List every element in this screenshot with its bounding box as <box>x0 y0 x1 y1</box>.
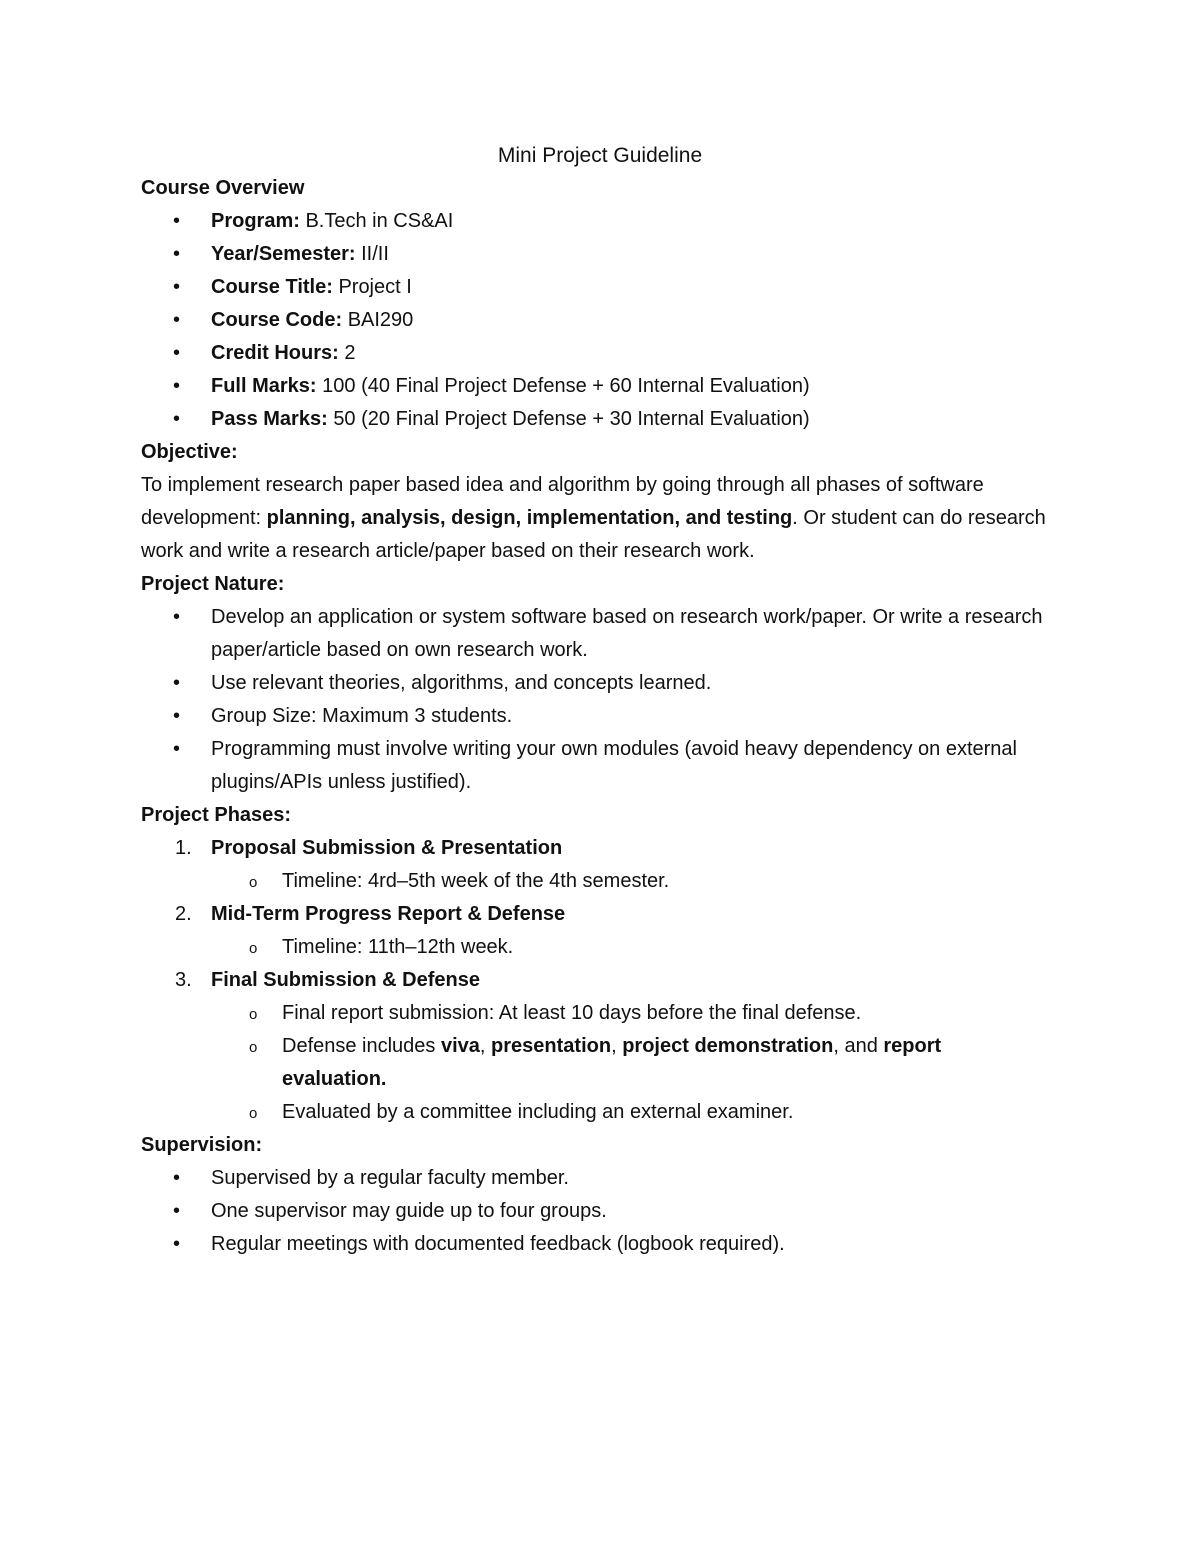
project-nature-heading: Project Nature: <box>141 573 285 595</box>
list-item: • Course Code: BAI290 <box>141 304 1061 337</box>
phase-detail-defense: o Defense includes viva, presentation, project demonstration, and report evaluation. <box>141 1030 1061 1096</box>
list-item: • Group Size: Maximum 3 students. <box>141 700 1061 733</box>
list-item: • Develop an application or system software based on research work/paper. Or write a research paper/article based on own research work. <box>141 601 1061 667</box>
phase-detail: o Timeline: 11th–12th week. <box>141 931 1061 964</box>
phase-title: Mid-Term Progress Report & Defense <box>211 903 566 925</box>
phase-title: Final Submission & Defense <box>211 969 480 991</box>
course-overview-heading: Course Overview <box>141 177 305 199</box>
supervision-list <box>141 1162 1061 1261</box>
list-item: • Year/Semester: II/II <box>141 238 1061 271</box>
document-body <box>141 139 1061 1261</box>
list-item: • Course Title: Project I <box>141 271 1061 304</box>
page-title: Mini Project Guideline <box>497 144 703 167</box>
list-item: • Full Marks: 100 (40 Final Project Defense + 60 Internal Evaluation) <box>141 370 1061 403</box>
phase-detail: o Evaluated by a committee including an external examiner. <box>141 1096 1061 1129</box>
list-item: • Pass Marks: 50 (20 Final Project Defense + 30 Internal Evaluation) <box>141 403 1061 436</box>
phase-number: 1. <box>175 837 192 859</box>
phase-number: 3. <box>175 969 192 991</box>
phase-detail: o Final report submission: At least 10 days before the final defense. <box>141 997 1061 1030</box>
objective-heading: Objective: <box>141 441 238 463</box>
list-item: • Regular meetings with documented feedback (logbook required). <box>141 1228 1061 1261</box>
phase-item <box>141 832 1061 865</box>
project-phases-list <box>141 832 1061 1129</box>
supervision-heading: Supervision: <box>141 1134 263 1156</box>
course-overview-list <box>141 205 1061 436</box>
list-item: • Credit Hours: 2 <box>141 337 1061 370</box>
project-nature-list <box>141 601 1061 799</box>
list-item: • Use relevant theories, algorithms, and concepts learned. <box>141 667 1061 700</box>
objective-paragraph: To implement research paper based idea and algorithm by going through all phases of software development: planning, analysis, design, implementation, and testing. Or student can do research work and write a research article/paper based on their research work. <box>141 474 1046 562</box>
phase-item <box>141 898 1061 931</box>
phase-title: Proposal Submission & Presentation <box>211 837 563 859</box>
list-item: • One supervisor may guide up to four groups. <box>141 1195 1061 1228</box>
list-item: • Program: B.Tech in CS&AI <box>141 205 1061 238</box>
phase-number: 2. <box>175 903 192 925</box>
project-phases-heading: Project Phases: <box>141 804 292 826</box>
list-item: • Supervised by a regular faculty member. <box>141 1162 1061 1195</box>
phase-item <box>141 964 1061 997</box>
phase-detail: o Timeline: 4rd–5th week of the 4th semester. <box>141 865 1061 898</box>
list-item: • Programming must involve writing your own modules (avoid heavy dependency on external plugins/APIs unless justified). <box>141 733 1061 799</box>
